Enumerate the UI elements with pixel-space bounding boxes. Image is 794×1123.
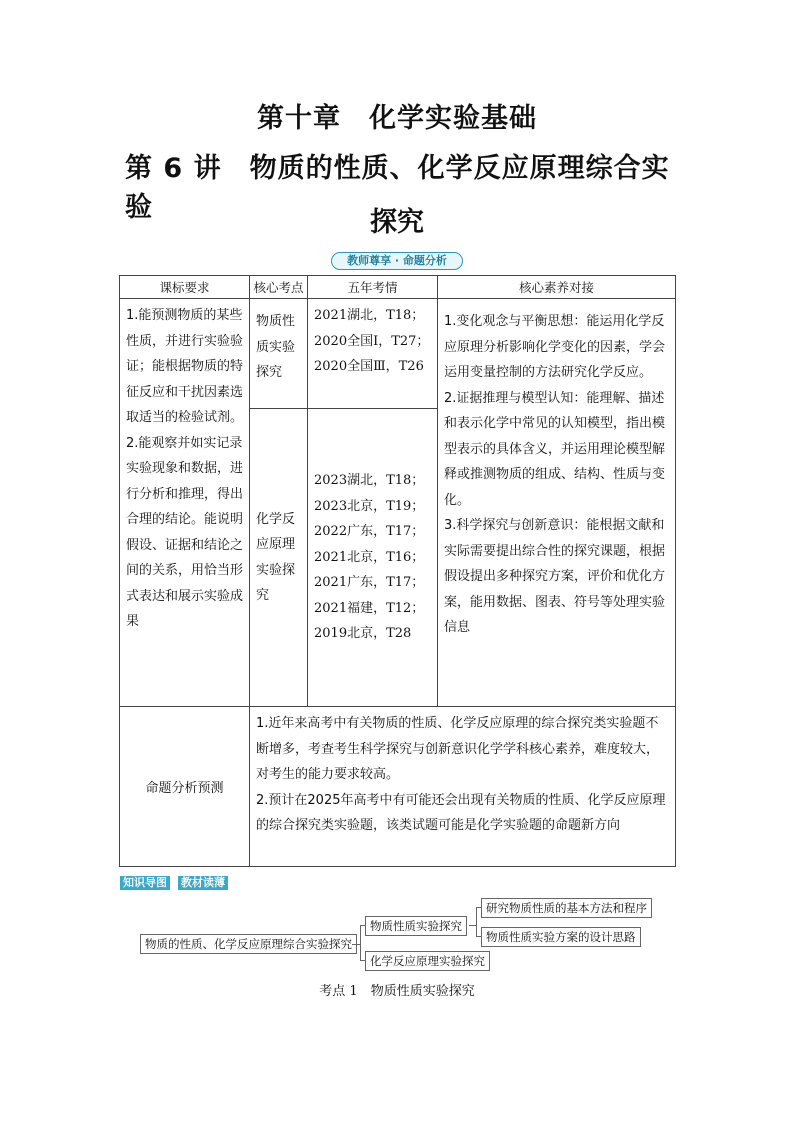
teacher-badge: 教师尊享 · 命题分析	[331, 252, 463, 270]
topic1-cell: 物质性质实验探究	[250, 299, 308, 409]
mindmap-branch2: 化学反应原理实验探究	[365, 951, 490, 971]
literacy-item: 3.科学探究与创新意识：能根据文献和实际需要提出综合性的探究课题，根据假设提出多种探究方案，评价和优化方案，能用数据、图表、符号等处理实验信息	[444, 518, 666, 635]
mindmap-branch1: 物质性质实验探究	[365, 916, 467, 936]
analysis-table	[119, 275, 676, 867]
tag-textbook: 教材读薄	[178, 876, 228, 890]
chapter-title: 第十章 化学实验基础	[257, 103, 537, 134]
section-caption: 考点 1 物质性质实验探究	[319, 984, 475, 999]
prediction-cell	[250, 707, 676, 867]
literacy-item: 2.证据推理与模型认知：能理解、描述和表示化学中常见的认知模型，指出模型表示的具体含义，并运用理论模型解释或推测物质的组成、结构、性质与变化。	[444, 390, 666, 508]
tag-knowledge-map: 知识导图	[120, 876, 170, 890]
header-literacy: 核心素养对接	[438, 276, 676, 299]
topic2-exams-cell: 2023湖北，T18；2023北京，T19；2022广东，T17；2021北京，T16；2021广东，T17；2021福建，T12；2019北京，T28	[308, 409, 438, 707]
mindmap-leaf1: 研究物质性质的基本方法和程序	[481, 898, 652, 918]
standards-cell	[120, 299, 250, 707]
topic2-cell: 化学反应原理实验探究	[250, 409, 308, 707]
standard-item: 2.能观察并如实记录实验现象和数据，进行分析和推理，得出合理的结论。能说明假设、证据和结论之间的关系，用恰当形式表达和展示实验成果	[126, 435, 244, 629]
prediction-item: 2.预计在2025年高考中有可能还会出现有关物质的性质、化学反应原理的综合探究类实验题，该类试题可能是化学实验题的命题新方向	[256, 792, 666, 833]
table-header-row	[120, 276, 676, 299]
standard-item: 1.能预测物质的某些性质，并进行实验验证；能根据物质的特征反应和干扰因素选取适当的检验试剂。	[126, 308, 244, 425]
header-exams: 五年考情	[308, 276, 438, 299]
connector	[476, 907, 477, 937]
prediction-label: 命题分析预测	[120, 707, 250, 867]
lecture-title-cont: 探究	[370, 207, 424, 238]
lecture-title: 第 6 讲 物质的性质、化学反应原理综合实验	[125, 153, 670, 223]
connector	[360, 925, 361, 961]
literacy-cell	[438, 299, 676, 707]
mindmap-leaf2: 物质性质实验方案的设计思路	[481, 927, 641, 947]
prediction-item: 1.近年来高考中有关物质的性质、化学反应原理的综合探究类实验题不断增多，考查考生科学探究与创新意识化学学科核心素养，难度较大，对考生的能力要求较高。	[256, 716, 660, 782]
header-topic: 核心考点	[250, 276, 308, 299]
mindmap-root: 物质的性质、化学反应原理综合实验探究	[140, 934, 357, 954]
topic1-exams-cell: 2021湖北，T18；2020全国Ⅰ，T27；2020全国Ⅲ，T26	[308, 299, 438, 409]
literacy-item: 1.变化观念与平衡思想：能运用化学反应原理分析影响化学变化的因素，学会运用变量控制的方法研究化学反应。	[444, 314, 666, 380]
header-standard: 课标要求	[120, 276, 250, 299]
